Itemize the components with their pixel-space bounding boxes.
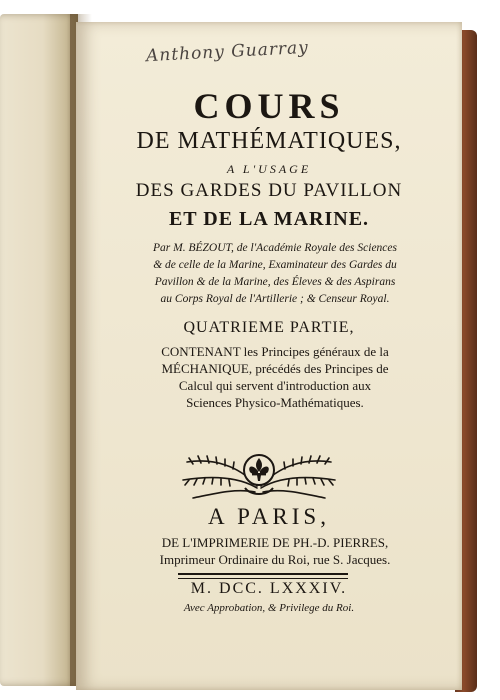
contents-line: Sciences Physico-Mathématiques. — [186, 395, 364, 410]
title-marine: ET DE LA MARINE. — [168, 208, 370, 230]
left-page — [0, 14, 78, 686]
contents-description — [110, 343, 440, 411]
imprint-date: M. DCC. LXXXIV. — [190, 580, 348, 597]
title-page — [76, 22, 462, 690]
divider-rule — [178, 573, 348, 579]
author-statement — [110, 240, 440, 308]
imprint-place: A PARIS, — [208, 504, 330, 529]
author-line: Par M. BÉZOUT, de l'Académie Royale des Sciences — [153, 242, 397, 254]
title-cours: COURS — [193, 86, 345, 126]
title-usage: A L'USAGE — [226, 162, 312, 176]
author-line: & de celle de la Marine, Examinateur des Gardes du — [153, 259, 397, 271]
imprint-printer — [110, 534, 440, 568]
contents-line: MÉCHANIQUE, précédés des Principes de — [161, 361, 389, 376]
imprint-privilege: Avec Approbation, & Privilege du Roi. — [183, 602, 355, 614]
part-heading: QUATRIEME PARTIE, — [183, 319, 355, 336]
printer-line: DE L'IMPRIMERIE DE PH.-D. PIERRES, — [161, 535, 389, 550]
author-line: Pavillon & de la Marine, des Éleves & des Aspirans — [154, 276, 396, 288]
author-line: au Corps Royal de l'Artillerie ; & Censeur Royal. — [160, 293, 390, 305]
printer-line: Imprimeur Ordinaire du Roi, rue S. Jacques. — [159, 552, 391, 567]
title-gardes: DES GARDES DU PAVILLON — [135, 180, 403, 201]
handwritten-signature: Anthony Guarray — [145, 37, 310, 67]
fleur-de-lis-ornament-icon — [179, 436, 339, 508]
contents-line: CONTENANT les Principes généraux de la — [161, 344, 389, 359]
contents-line: Calcul qui servent d'introduction aux — [178, 378, 372, 393]
title-mathematiques: DE MATHÉMATIQUES, — [136, 128, 402, 154]
